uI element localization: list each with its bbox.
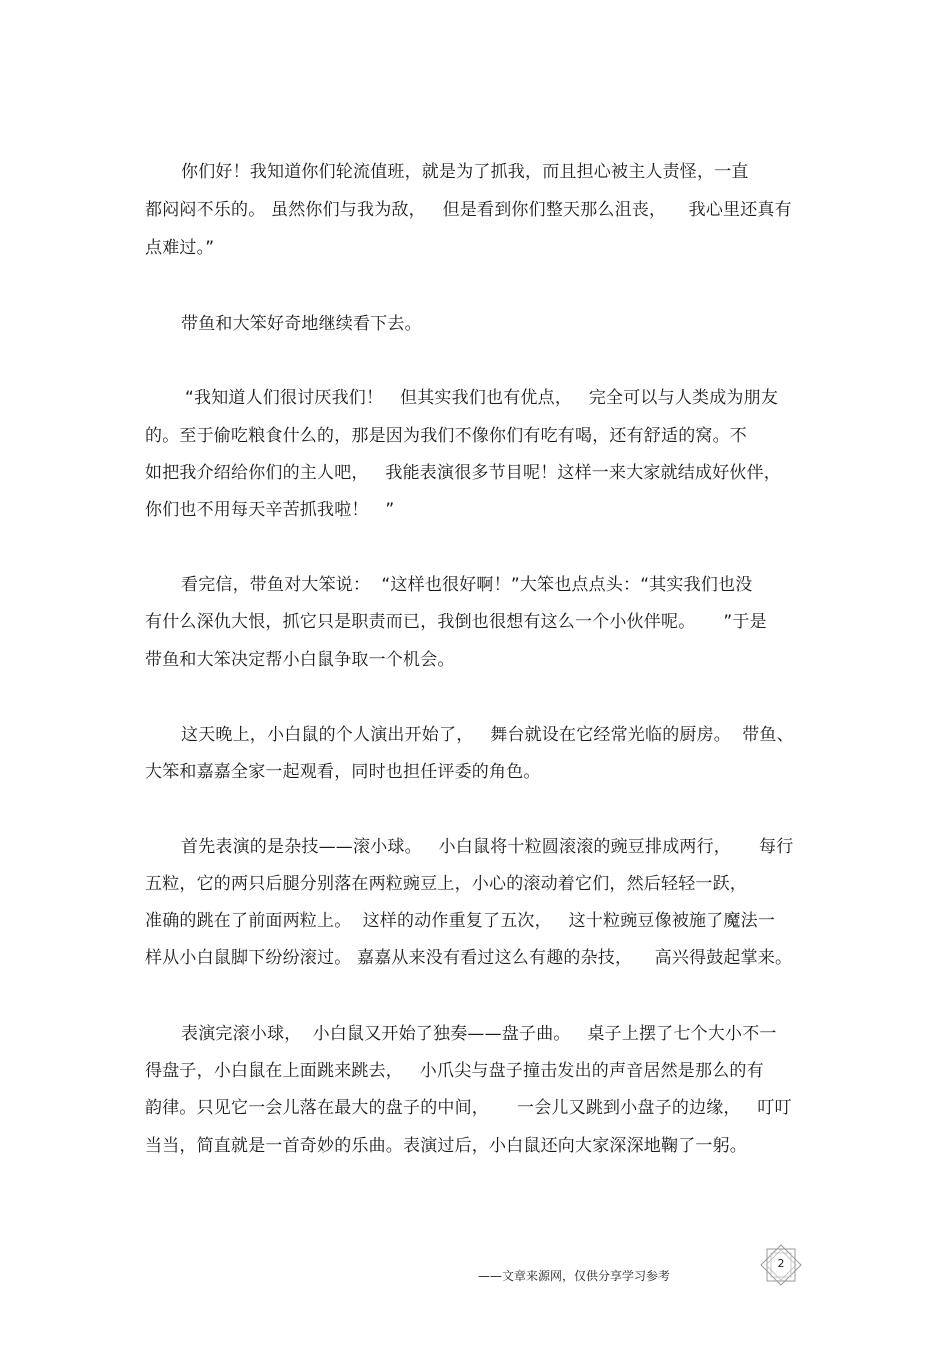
paragraph-2-line-1: 带鱼和大笨好奇地继续看下去。 — [181, 314, 422, 334]
paragraph-5-line-2: 大笨和嘉嘉全家一起观看，同时也担任评委的角色。 — [145, 762, 541, 782]
page-number-badge — [757, 1244, 805, 1286]
paragraph-4-line-3: 带鱼和大笨决定帮小白鼠争取一个机会。 — [145, 650, 455, 670]
paragraph-6-line-3: 准确的跳在了前面两粒上。 这样的动作重复了五次， 这十粒豌豆像被施了魔法一 — [145, 911, 776, 931]
paragraph-1-line-1: 你们好！我知道你们轮流值班，就是为了抓我，而且担心被主人责怪，一直 — [181, 162, 749, 182]
paragraph-7-line-1: 表演完滚小球， 小白鼠又开始了独奏——盘子曲。 桌子上摆了七个大小不一 — [181, 1024, 777, 1044]
paragraph-3-line-2: 的。至于偷吃粮食什么的，那是因为我们不像你们有吃有喝，还有舒适的窝。不 — [145, 426, 747, 446]
paragraph-3-line-4: 你们也不用每天辛苦抓我啦！ ” — [145, 500, 395, 520]
page-number: 2 — [777, 1257, 785, 1270]
paragraph-7-line-2: 得盘子，小白鼠在上面跳来跳去， 小爪尖与盘子撞击发出的声音居然是那么的有 — [145, 1061, 764, 1081]
paragraph-7-line-3: 韵律。只见它一会儿落在最大的盘子的中间， 一会儿又跳到小盘子的边缘， 叮叮 — [145, 1098, 792, 1118]
paragraph-1-line-2: 都闷闷不乐的。 虽然你们与我为敌， 但是看到你们整天那么沮丧， 我心里还真有 — [145, 200, 792, 220]
paragraph-3-line-1: “我知道人们很讨厌我们！ 但其实我们也有优点， 完全可以与人类成为朋友 — [185, 388, 779, 408]
paragraph-5-line-1: 这天晚上，小白鼠的个人演出开始了， 舞台就设在它经常光临的厨房。 带鱼、 — [181, 725, 794, 745]
paragraph-4-line-1: 看完信，带鱼对大笨说： “这样也很好啊！”大笨也点点头：“其实我们也没 — [181, 575, 753, 595]
paragraph-7-line-4: 当当，简直就是一首奇妙的乐曲。表演过后，小白鼠还向大家深深地鞠了一躬。 — [145, 1136, 747, 1156]
paragraph-6-line-1: 首先表演的是杂技——滚小球。 小白鼠将十粒圆滚滚的豌豆排成两行， 每行 — [181, 837, 794, 857]
paragraph-3-line-3: 如把我介绍给你们的主人吧， 我能表演很多节目呢！这样一来大家就结成好伙伴， — [145, 463, 782, 483]
paragraph-1-line-3: 点难过。” — [145, 238, 215, 258]
source-note: ——文章来源网，仅供分享学习参考 — [478, 1269, 671, 1283]
paragraph-6-line-2: 五粒，它的两只后腿分别落在两粒豌豆上，小心的滚动着它们，然后轻轻一跃， — [145, 874, 747, 894]
paragraph-4-line-2: 有什么深仇大恨，抓它只是职责而已，我倒也很想有这么一个小伙伴呢。 ”于是 — [145, 612, 767, 632]
paragraph-6-line-4: 样从小白鼠脚下纷纷滚过。 嘉嘉从来没有看过这么有趣的杂技， 高兴得鼓起掌来。 — [145, 948, 793, 968]
